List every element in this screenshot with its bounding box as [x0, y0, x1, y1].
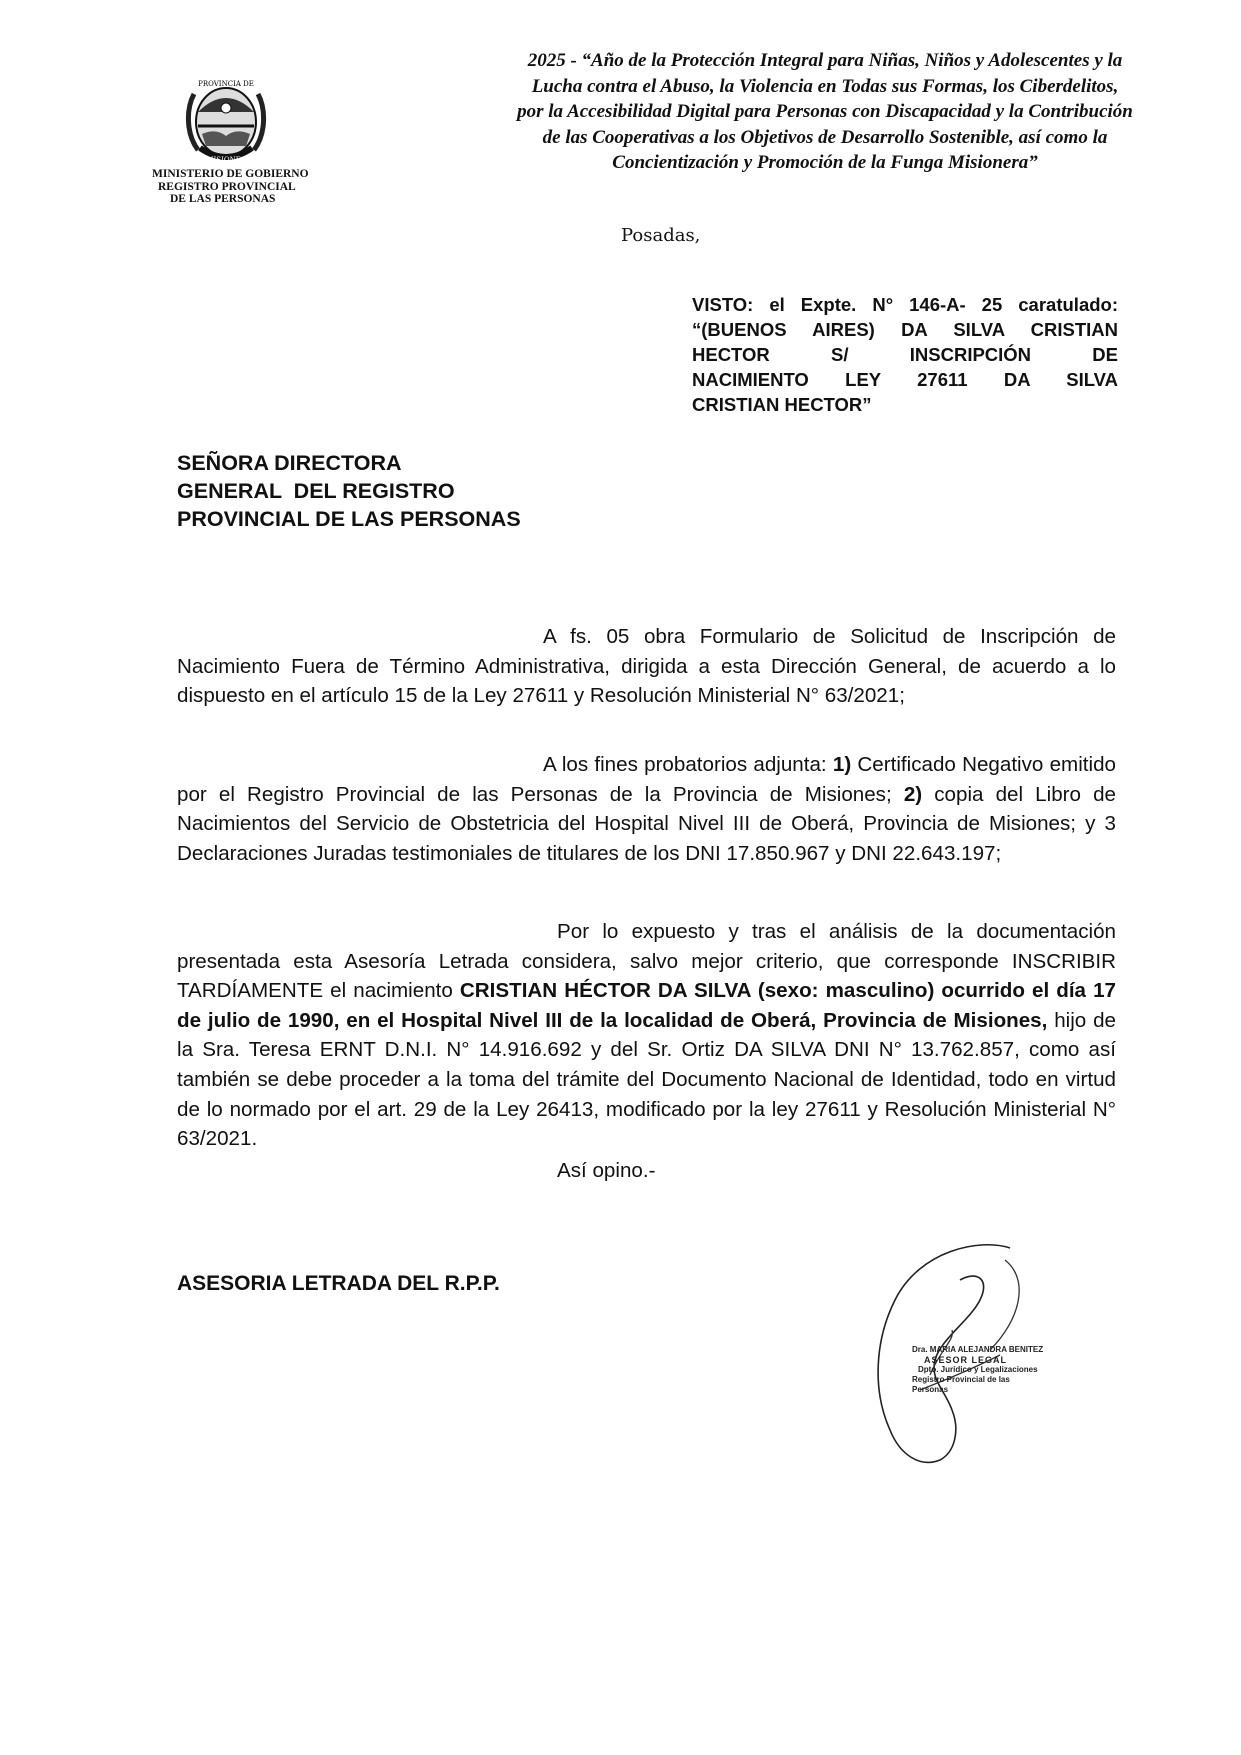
paragraph-text: hijo de la Sra. Teresa ERNT D.N.I. N° 14.916.692 y del Sr. Ortiz DA SILVA DNI N° 13.762.857, como así también se debe proceder a la toma del trámite del Documento Nacional de Identidad, todo en virtud de lo normado por el art. 29 de la Ley 26413, modificado por la ley 27611 y Resolución Ministerial N° 63/2021.: [177, 1008, 1116, 1151]
visto-line: VISTO: el Expte. N° 146-A- 25 caratulado:: [692, 294, 1118, 315]
motto-line: por la Accesibilidad Digital para Personas con Discapacidad y la Contribución: [517, 101, 1133, 122]
closing-phrase: Así opino.-: [557, 1159, 656, 1182]
paragraph-text: A los fines probatorios adjunta:: [543, 753, 833, 776]
paragraph-pruebas: [177, 750, 1116, 868]
year-motto: [480, 48, 1170, 176]
stamp-line: Registro Provincial de las Personas: [912, 1375, 1010, 1394]
seal-text-bottom: MISIONES: [206, 156, 246, 164]
paragraph-formulario: [177, 622, 1116, 711]
visto-line: “(BUENOS AIRES) DA SILVA CRISTIAN: [692, 319, 1118, 340]
addressee-block: [177, 449, 521, 533]
motto-line: Concientización y Promoción de la Funga Misionera”: [612, 152, 1038, 173]
motto-line: 2025 - “Año de la Protección Integral para Niñas, Niños y Adolescentes y la: [527, 50, 1123, 71]
stamp-line: Dpto. Jurídico y Legalizaciones: [918, 1365, 1038, 1374]
list-marker: 2): [903, 782, 923, 806]
visto-line: CRISTIAN HECTOR”: [692, 394, 872, 415]
paragraph-dictamen: [177, 917, 1116, 1154]
list-marker: 1): [832, 753, 852, 776]
ministry-line: MINISTERIO DE GOBIERNO: [152, 168, 309, 180]
paragraph-bold-text: CRISTIAN HÉCTOR DA SILVA (sexo: masculino) ocurrido el día 17 de julio de 1990, en el Hospital Nivel III de la localidad de Oberá, Provincia de Misiones,: [177, 979, 1116, 1032]
paragraph-text: copia del Libro de Nacimientos del Servicio de Obstetricia del Hospital Nivel III de Oberá, Provincia de Misiones; y 3 Declaraciones Juradas testimoniales de titulares de los DNI 17.850.967 y DNI 22.643.197;: [177, 782, 1116, 865]
visto-line: NACIMIENTO LEY 27611 DA SILVA: [692, 369, 1118, 390]
visto-line: HECTOR S/ INSCRIPCIÓN DE: [692, 344, 1118, 365]
stamp-line: ASESOR LEGAL: [924, 1355, 1008, 1365]
paragraph-text: Por lo expuesto y tras el análisis de la documentación presentada esta Asesoría Letrada considera, salvo mejor criterio, que corresponde INSCRIBIR TARDÍAMENTE el nacimiento: [177, 920, 1116, 1003]
visto-block: [692, 292, 1118, 417]
seal-text-top: PROVINCIA DE: [198, 80, 254, 88]
ministry-heading: [152, 168, 322, 206]
paragraph-text: Certificado Negativo emitido por el Registro Provincial de las Personas de la Provincia de Misiones;: [177, 753, 1116, 806]
ministry-line: DE LAS PERSONAS: [170, 193, 276, 205]
addressee-line: SEÑORA DIRECTORA: [177, 451, 402, 475]
signoff: ASESORIA LETRADA DEL R.P.P.: [177, 1272, 500, 1295]
addressee-line: PROVINCIAL DE LAS PERSONAS: [177, 507, 521, 531]
paragraph-text: A fs. 05 obra Formulario de Solicitud de Inscripción de Nacimiento Fuera de Término Administrativa, dirigida a esta Dirección General, de acuerdo a lo dispuesto en el artículo 15 de la Ley 27611 y Resolución Ministerial N° 63/2021;: [177, 625, 1116, 708]
stamp-line: Dra. MARIA ALEJANDRA BENITEZ: [912, 1345, 1044, 1354]
motto-line: de las Cooperativas a los Objetivos de Desarrollo Sostenible, así como la: [542, 126, 1108, 148]
addressee-line: GENERAL DEL REGISTRO: [177, 479, 455, 503]
provincial-seal-icon: [176, 74, 276, 166]
place-line: Posadas,: [621, 225, 701, 246]
signature-stamp: [912, 1345, 1047, 1395]
motto-line: Lucha contra el Abuso, la Violencia en Todas sus Formas, los Ciberdelitos,: [531, 75, 1119, 97]
ministry-line: REGISTRO PROVINCIAL: [158, 180, 296, 193]
